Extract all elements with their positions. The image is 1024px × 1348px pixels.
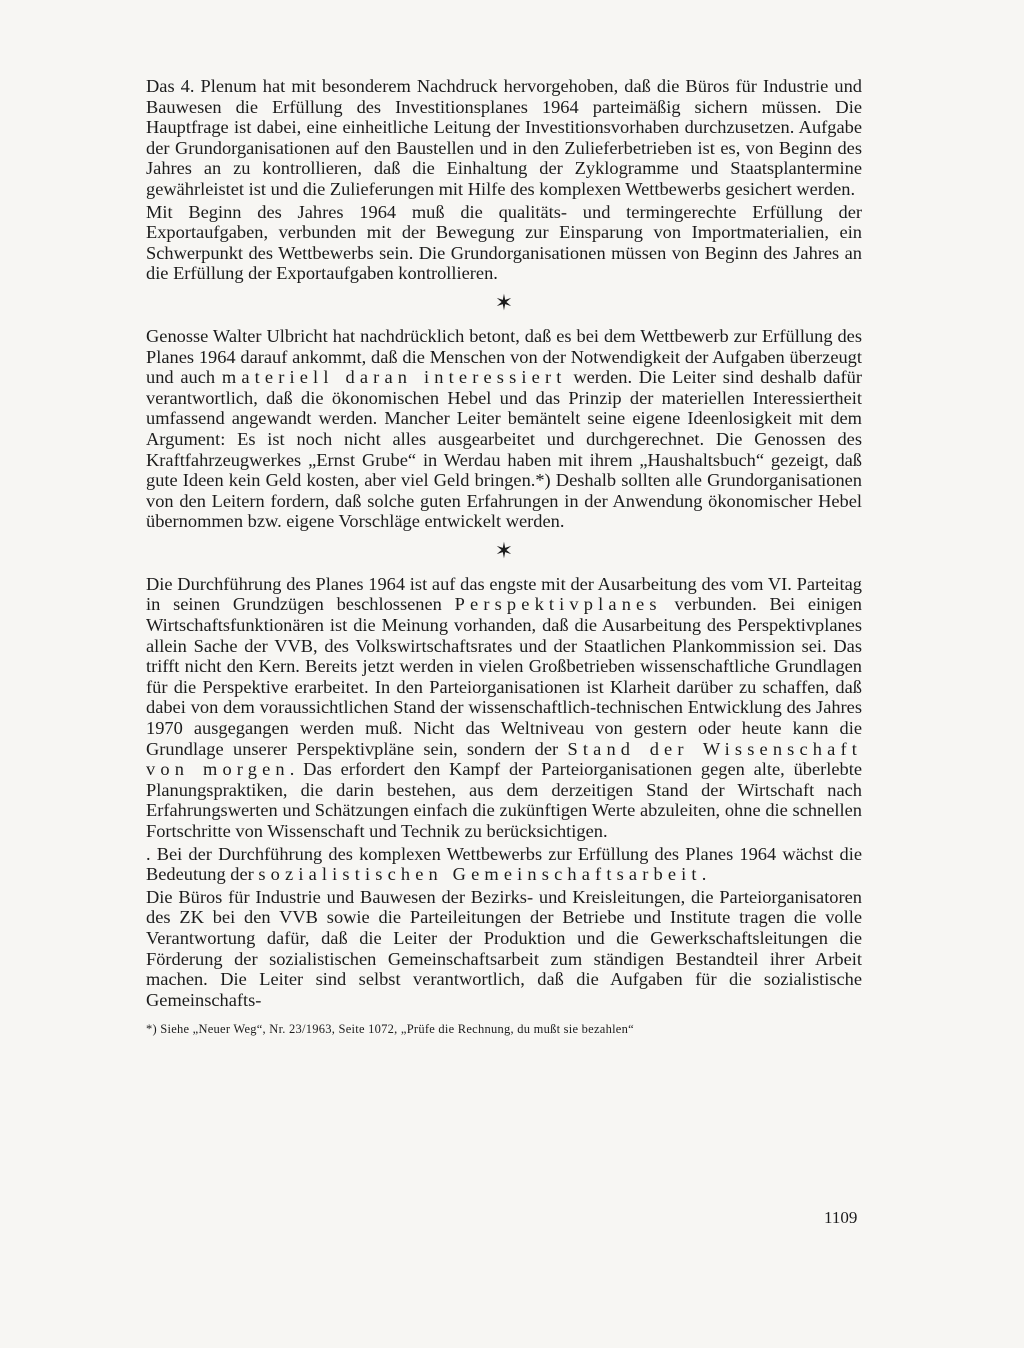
paragraph-perspective-plan <box>146 574 862 842</box>
page-number: 1109 <box>824 1208 858 1227</box>
paragraph-bureaus: Die Büros für Industrie und Bauwesen der Bezirks- und Kreisleitungen, die Parteiorganisatoren des ZK bei den VVB sowie die Parteileitungen der Betriebe und Institute tragen die volle Verantwortung dafür, daß die Leiter der Produktion und die Gewerkschaftsleitungen die Förderung der sozialistischen Gemeinschaftsarbeit zum ständigen Bestandteil ihrer Arbeit machen. Die Leiter sind selbst verantwortlich, daß die Aufgaben für die sozialistische Gemeinschafts- <box>146 886 862 1010</box>
paragraph-investment-plan: Das 4. Plenum hat mit besonderem Nachdruck hervorgehoben, daß die Büros für Industrie und Bauwesen die Erfüllung des Investitionsplanes 1964 parteimäßig sichern müssen. Die Hauptfrage ist dabei, eine einheitliche Leitung der Investitionsvorhaben durchzusetzen. Aufgabe der Grundorganisationen auf den Baustellen und in den Zulieferbetrieben ist es, von Beginn des Jahres an zu kontrollieren, daß die Einhaltung der Zyklogramme und Staatsplantermine gewährleistet ist und die Zulieferungen mit Hilfe des komplexen Wettbewerbs gesichert werden. <box>146 76 862 199</box>
section-separator-star: ✶ <box>494 289 514 315</box>
footnote: *) Siehe „Neuer Weg“, Nr. 23/1963, Seite 1072, „Prüfe die Rechnung, du mußt sie bezahlen“ <box>146 1022 634 1037</box>
page-body <box>146 76 862 1037</box>
text-run: werden. Die Leiter sind deshalb dafür verantwortlich, daß die ökonomischen Hebel und das Prinzip der materiellen Interessiertheit umfassend angewandt werden. Mancher Leiter bemäntelt seine eigene Ideenlosigkeit mit dem Argument: Es ist noch nicht alles ausgearbeitet und durchgerechnet. Die Genossen des Kraftfahrzeugwerkes „Ernst Grube“ in Werdau haben mit ihrem „Haushaltsbuch“ gezeigt, daß gute Ideen kein Geld kosten, aber viel Geld bringen.*) Deshalb sollten alle Grundorganisationen von den Leitern fordern, daß solche guten Erfahrungen in der Anwendung ökonomischer Hebel übernommen bzw. eigene Vorschläge entwickelt werden. <box>146 367 862 532</box>
section-separator-star: ✶ <box>494 537 514 563</box>
paragraph-competition <box>146 844 862 885</box>
text-run: . <box>701 864 707 885</box>
text-run: . Bei der Durchführung des komplexen Wettbewerbs zur Erfüllung des Planes 1964 wächst die Bedeutung der <box>146 843 862 885</box>
spaced-emphasis: Stand der Wissenschaft von morgen <box>146 738 862 780</box>
paragraph-ulbricht <box>146 326 862 532</box>
text-run: verbunden. Bei einigen Wirtschaftsfunktionären ist die Meinung vorhanden, daß die Ausarbeitung des Perspektivplanes allein Sache der VVB, des Volkswirtschaftsrates und der Staatlichen Plankommission sei. Das trifft nicht den Kern. Bereits jetzt werden in vielen Großbetrieben wissenschaftliche Grundlagen für die Perspektive erarbeitet. In den Parteiorganisationen ist Klarheit darüber zu schaffen, daß dabei von dem voraussichtlichen Stand der wissenschaftlich-technischen Entwicklung des Jahres 1970 ausgegangen werden muß. Nicht das Weltniveau von gestern oder heute kann die Grundlage unserer Perspektivpläne sein, sondern der <box>146 594 862 759</box>
text-run: . Das erfordert den Kampf der Parteiorganisationen gegen alte, überlebte Planungspraktiken, die darin bestehen, aus dem derzeitigen Stand der Wirtschaft nach Erfahrungswerten und Schätzungen einfach die zukünftigen Werte abzuleiten, ohne die schnellen Fortschritte von Wissenschaft und Technik zu berücksichtigen. <box>146 759 862 841</box>
text-run: Die Durchführung des Planes 1964 ist auf das engste mit der Ausarbeitung des vom VI. Parteitag in seinen Grundzügen beschlossenen <box>146 573 862 615</box>
text-run: Genosse Walter Ulbricht hat nachdrücklich betont, daß es bei dem Wettbewerb zur Erfüllung des Planes 1964 darauf ankommt, daß die Menschen von der Notwendigkeit der Aufgaben überzeugt und auch <box>146 325 862 388</box>
paragraph-export-tasks: Mit Beginn des Jahres 1964 muß die qualitäts- und termingerechte Erfüllung der Exportaufgaben, verbunden mit der Bewegung zur Einsparung von Importmaterialien, ein Schwerpunkt des Wettbewerbs sein. Die Grundorganisationen müssen von Beginn des Jahres an die Erfüllung der Exportaufgaben kontrollieren. <box>146 201 862 284</box>
spaced-emphasis: Perspektivplanes <box>454 594 662 615</box>
spaced-emphasis: materiell daran interessiert <box>221 367 567 388</box>
spaced-emphasis: sozialistischen Gemeinschaftsarbeit <box>258 864 702 885</box>
